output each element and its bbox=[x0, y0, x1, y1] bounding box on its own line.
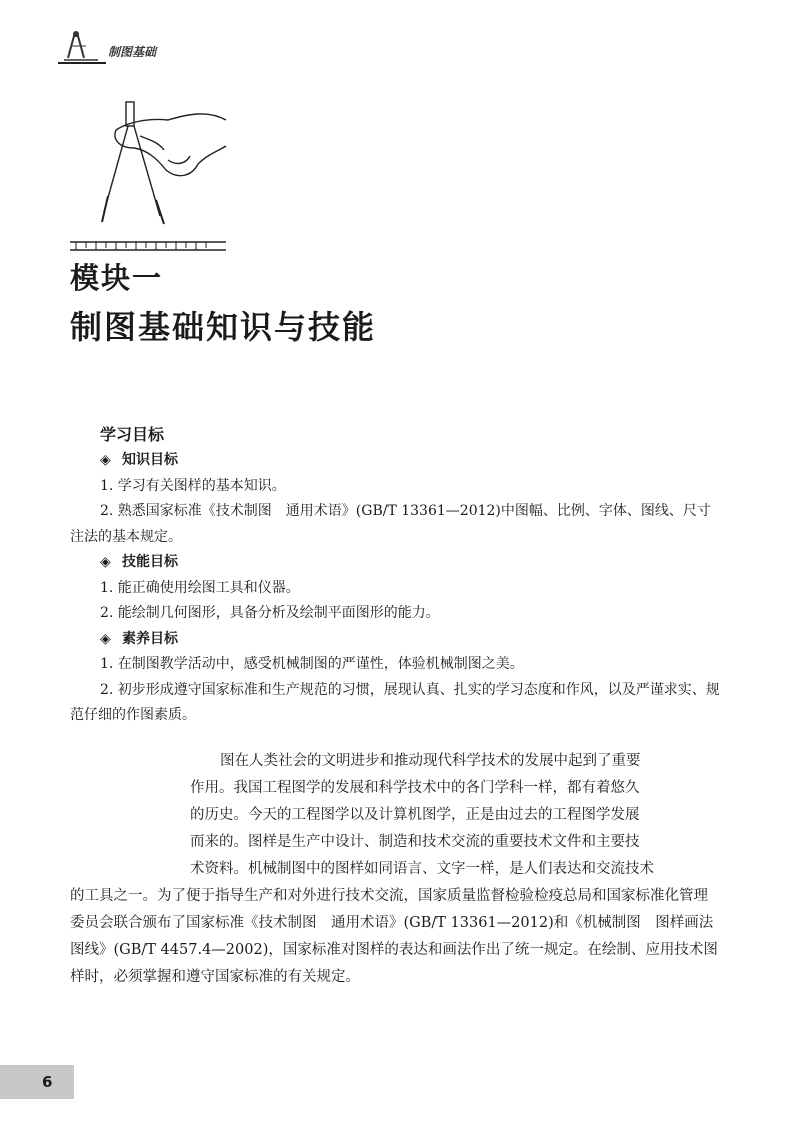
diamond-bullet-icon: ◈ bbox=[100, 452, 111, 468]
knowledge-item: 2. 熟悉国家标准《技术制图 通用术语》(GB/T 13361—2012)中图幅、比例、字体、图线、尺寸注法的基本规定。 bbox=[70, 503, 711, 545]
body-line: 的历史。今天的工程图学以及计算机图学，正是由过去的工程图学发展 bbox=[190, 807, 640, 823]
body-rest: 的工具之一。为了便于指导生产和对外进行技术交流，国家质量监督检验检疫总局和国家标准化管理委员会联合颁布了国家标准《技术制图 通用术语》(GB/T 13361—2012)和《机械制图 图样画法 图线》(GB/T 4457.4—2002)，国家标准对图样的表达和画法作出了统一规定。在绘制、应用技术图样时，必须掌握和遵守国家标准的有关规定。 bbox=[70, 888, 728, 985]
header-title: 制图基础 bbox=[108, 45, 157, 59]
module-title: 制图基础知识与技能 bbox=[70, 308, 377, 346]
knowledge-label: 知识目标 bbox=[122, 452, 178, 468]
body-line: 术资料。机械制图中的图样如同语言、文字一样，是人们表达和交流技术 bbox=[190, 861, 654, 877]
header-rule bbox=[58, 62, 106, 64]
page-number-bar bbox=[0, 1065, 74, 1099]
objectives-heading: 学习目标 bbox=[100, 425, 165, 444]
knowledge-heading bbox=[70, 448, 720, 474]
body-paragraph bbox=[70, 748, 728, 991]
skill-item: 1. 能正确使用绘图工具和仪器。 bbox=[100, 579, 300, 596]
body-line: 图在人类社会的文明进步和推动现代科学技术的发展中起到了重要 bbox=[220, 753, 641, 769]
diamond-bullet-icon: ◈ bbox=[100, 630, 111, 647]
quality-item: 1. 在制图教学活动中，感受机械制图的严谨性，体验机械制图之美。 bbox=[100, 656, 524, 672]
compass-drawing-hand bbox=[68, 100, 228, 260]
module-number: 模块一 bbox=[70, 261, 164, 295]
skill-heading bbox=[70, 550, 720, 576]
skill-item: 2. 能绘制几何图形，具备分析及绘制平面图形的能力。 bbox=[100, 605, 440, 621]
body-line: 作用。我国工程图学的发展和科学技术中的各门学科一样，都有着悠久 bbox=[190, 780, 640, 796]
quality-heading bbox=[70, 627, 720, 653]
skill-label: 技能目标 bbox=[122, 554, 178, 570]
page-number: 6 bbox=[42, 1073, 53, 1091]
quality-item: 2. 初步形成遵守国家标准和生产规范的习惯，展现认真、扎实的学习态度和作风，以及严谨求实、规范仔细的作图素质。 bbox=[70, 681, 720, 723]
drafting-figure-icon bbox=[58, 28, 104, 64]
objectives-section bbox=[70, 448, 720, 729]
quality-label: 素养目标 bbox=[122, 630, 178, 647]
diamond-bullet-icon: ◈ bbox=[100, 554, 111, 570]
body-line: 而来的。图样是生产中设计、制造和技术交流的重要技术文件和主要技 bbox=[190, 834, 640, 850]
knowledge-item: 1. 学习有关图样的基本知识。 bbox=[100, 477, 286, 494]
